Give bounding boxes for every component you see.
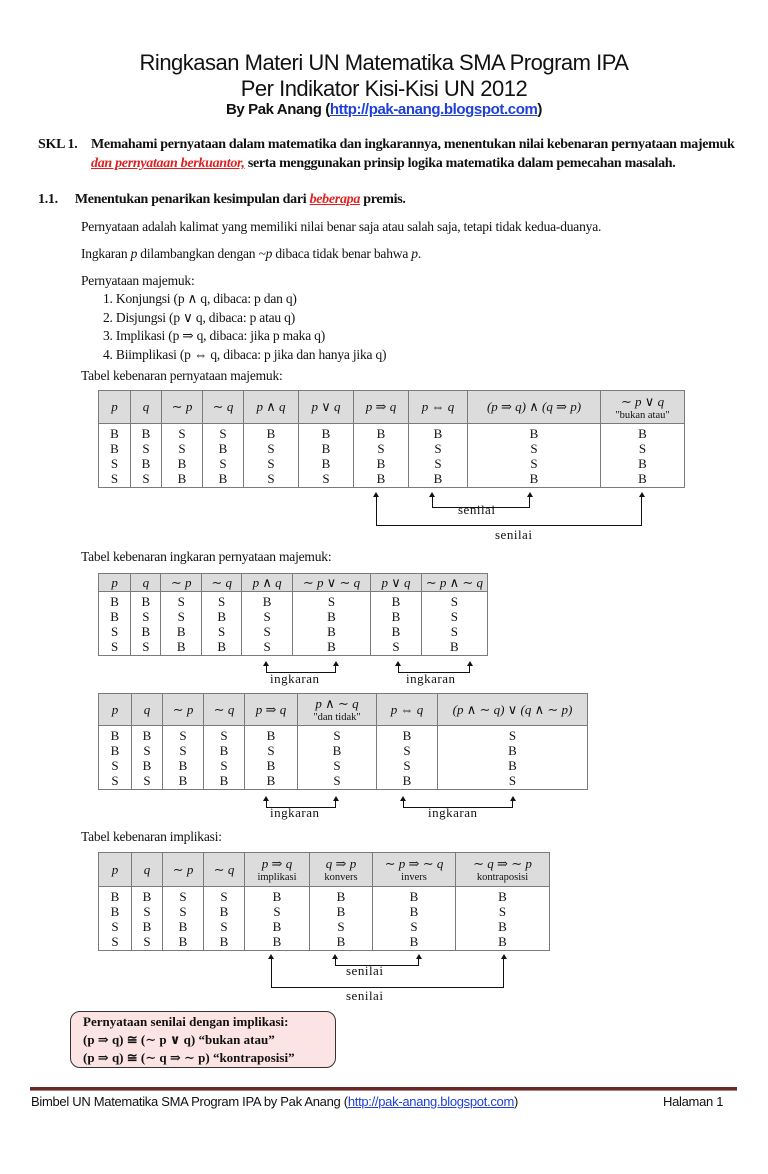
column-header: p xyxy=(99,391,131,424)
negation-text: . xyxy=(417,246,422,261)
section-number: 1.1. xyxy=(38,192,58,207)
cell: B xyxy=(245,758,298,773)
header-formula: p ⇒ q xyxy=(261,856,293,871)
cell: B xyxy=(204,904,245,919)
cell: B xyxy=(421,639,487,656)
cell: B xyxy=(354,456,409,471)
connector-label: ingkaran xyxy=(270,671,320,686)
table-row xyxy=(99,456,685,471)
column-header: q xyxy=(131,391,162,424)
cell: S xyxy=(131,609,161,624)
footer-prefix: Bimbel UN Matematika SMA Program IPA by Pak Anang ( xyxy=(31,1094,348,1109)
cell: B xyxy=(245,726,298,744)
table-row xyxy=(99,624,488,639)
cell: S xyxy=(99,934,132,951)
connector-label: ingkaran xyxy=(428,805,478,820)
column-header: p ⇔ q xyxy=(409,391,468,424)
skl-heading xyxy=(38,135,738,173)
cell: S xyxy=(242,609,292,624)
byline xyxy=(0,101,768,118)
list-item: 3. Implikasi (p ⇒ q, dibaca: jika p maka q) xyxy=(103,328,326,343)
cell: S xyxy=(298,773,377,790)
column-header xyxy=(245,853,310,887)
cell: B xyxy=(131,424,162,442)
cell: B xyxy=(161,624,201,639)
column-header xyxy=(298,694,377,726)
cell: S xyxy=(203,456,244,471)
footer-rule-thin xyxy=(30,1090,737,1091)
page-number: Halaman 1 xyxy=(663,1094,724,1109)
cell: S xyxy=(601,441,685,456)
blog-link[interactable]: http://pak-anang.blogspot.com xyxy=(329,101,538,118)
section-text-1: Menentukan penarikan kesimpulan dari xyxy=(74,192,310,207)
column-header: ∼ p ∧ ∼ q xyxy=(421,574,487,592)
cell: B xyxy=(371,592,421,610)
byline-prefix: By Pak Anang ( xyxy=(225,101,330,118)
cell: B xyxy=(242,592,292,610)
cell: B xyxy=(292,609,370,624)
column-header: p xyxy=(99,574,131,592)
cell: S xyxy=(468,441,601,456)
column-header xyxy=(456,853,550,887)
column-header: q xyxy=(132,694,163,726)
var-p: p xyxy=(411,246,418,261)
cell: B xyxy=(245,773,298,790)
cell: S xyxy=(163,743,204,758)
cell: B xyxy=(601,456,685,471)
cell: B xyxy=(438,743,588,758)
cell: S xyxy=(132,743,163,758)
cell: B xyxy=(204,934,245,951)
footer-suffix: ) xyxy=(514,1094,519,1109)
column-header: p ⇒ q xyxy=(245,694,298,726)
table-row xyxy=(99,904,550,919)
negation-text: dilambangkan dengan xyxy=(137,246,259,261)
skl-text-1: Memahami pernyataan dalam matematika dan ingkarannya, menentukan nilai kebenaran pernyataan majemuk xyxy=(91,137,735,152)
column-header: p ∨ q xyxy=(371,574,421,592)
column-header: p ∧ q xyxy=(242,574,292,592)
cell: S xyxy=(201,624,241,639)
cell: S xyxy=(204,887,245,905)
cell: B xyxy=(245,887,310,905)
header-formula: q ⇒ p xyxy=(325,856,357,871)
cell: S xyxy=(99,471,131,488)
footer-link[interactable]: http://pak-anang.blogspot.com xyxy=(347,1094,515,1109)
cell: S xyxy=(163,726,204,744)
cell: B xyxy=(163,934,204,951)
document-title-line1: Ringkasan Materi UN Matematika SMA Program IPA xyxy=(139,50,629,75)
column-header: ∼ p xyxy=(163,694,204,726)
header-note: implikasi xyxy=(257,872,297,883)
cell: B xyxy=(310,934,373,951)
connector-label: senilai xyxy=(346,963,384,978)
cell: S xyxy=(354,441,409,456)
compound-heading: Pernyataan majemuk: xyxy=(81,273,195,288)
cell: B xyxy=(310,887,373,905)
cell: S xyxy=(242,624,292,639)
cell: B xyxy=(99,609,131,624)
cell: B xyxy=(132,758,163,773)
column-header: ∼ q xyxy=(203,391,244,424)
cell: B xyxy=(131,456,162,471)
cell: S xyxy=(244,471,299,488)
cell: B xyxy=(456,934,550,951)
table-row xyxy=(99,639,488,656)
column-header: p xyxy=(99,694,132,726)
header-formula: p ∧ ∼ q xyxy=(315,696,359,711)
column-header: p ∨ q xyxy=(299,391,354,424)
header-note: "bukan atau" xyxy=(615,409,670,421)
cell: S xyxy=(131,471,162,488)
cell: B xyxy=(438,758,588,773)
cell: S xyxy=(99,639,131,656)
cell: S xyxy=(99,919,132,934)
cell: S xyxy=(204,726,245,744)
truth-table-negation-2 xyxy=(98,693,588,790)
cell: B xyxy=(292,639,370,656)
cell: S xyxy=(244,441,299,456)
var-not-p: ~p xyxy=(258,246,273,261)
cell: B xyxy=(244,424,299,442)
cell: S xyxy=(162,424,203,442)
senilai-arrow xyxy=(376,497,642,526)
column-header: p ⇒ q xyxy=(354,391,409,424)
list-item: 4. Biimplikasi (p ⇔ q, dibaca: p jika dan hanya jika q) xyxy=(103,346,387,362)
header-note: "dan tidak" xyxy=(313,712,361,723)
cell: B xyxy=(373,904,456,919)
section-text-2: premis. xyxy=(360,192,406,207)
cell: S xyxy=(421,609,487,624)
cell: B xyxy=(131,592,161,610)
connector-label: ingkaran xyxy=(406,671,456,686)
column-header: (p ⇒ q) ∧ (q ⇒ p) xyxy=(468,391,601,424)
list-item: 2. Disjungsi (p ∨ q, dibaca: p atau q) xyxy=(103,309,295,325)
cell: S xyxy=(299,471,354,488)
cell: B xyxy=(409,471,468,488)
cell: B xyxy=(371,609,421,624)
cell: B xyxy=(99,887,132,905)
cell: B xyxy=(601,424,685,442)
skl-text-2: serta menggunakan prinsip logika matematika dalam pemecahan masalah. xyxy=(244,156,676,171)
cell: B xyxy=(310,904,373,919)
cell: B xyxy=(373,887,456,905)
cell: S xyxy=(204,919,245,934)
header-note: kontraposisi xyxy=(476,872,529,883)
cell: B xyxy=(299,456,354,471)
cell: B xyxy=(99,726,132,744)
cell: B xyxy=(99,424,131,442)
table-row xyxy=(99,919,550,934)
cell: S xyxy=(161,592,201,610)
cell: B xyxy=(132,887,163,905)
cell: B xyxy=(456,887,550,905)
cell: S xyxy=(161,609,201,624)
connector-label: senilai xyxy=(346,988,384,1003)
cell: B xyxy=(468,471,601,488)
cell: S xyxy=(245,904,310,919)
cell: B xyxy=(354,424,409,442)
cell: B xyxy=(245,934,310,951)
column-header: q xyxy=(132,853,163,887)
skl-label: SKL 1. xyxy=(38,137,78,152)
cell: S xyxy=(131,441,162,456)
column-header: p xyxy=(99,853,132,887)
table-row xyxy=(99,773,588,790)
table-row xyxy=(99,758,588,773)
cell: S xyxy=(99,758,132,773)
cell: B xyxy=(245,919,310,934)
negation-text: dibaca tidak benar bahwa xyxy=(272,246,412,261)
column-header: ∼ q xyxy=(201,574,241,592)
connector-label: senilai xyxy=(458,502,496,517)
table-row xyxy=(99,424,685,442)
cell: S xyxy=(292,592,370,610)
cell: B xyxy=(409,424,468,442)
cell: S xyxy=(245,743,298,758)
cell: S xyxy=(310,919,373,934)
header-formula: ∼ p ∨ q xyxy=(620,393,665,409)
header-note: konvers xyxy=(324,872,358,883)
cell: B xyxy=(377,773,438,790)
table-row xyxy=(99,441,685,456)
column-header: p ∧ q xyxy=(244,391,299,424)
truth-table-negation xyxy=(98,573,488,656)
cell: B xyxy=(204,743,245,758)
cell: S xyxy=(244,456,299,471)
table-row xyxy=(99,609,488,624)
var-p: p xyxy=(130,246,138,261)
cell: S xyxy=(132,934,163,951)
cell: S xyxy=(409,456,468,471)
cell: B xyxy=(377,726,438,744)
cell: S xyxy=(99,456,131,471)
column-header xyxy=(373,853,456,887)
cell: B xyxy=(161,639,201,656)
column-header xyxy=(601,391,685,424)
compound-list xyxy=(103,290,386,364)
column-header: p ⇔ q xyxy=(377,694,438,726)
callout-line: (p ⇒ q) ≅ (∼ q ⇒ ∼ p) “kontraposisi” xyxy=(83,1050,295,1065)
cell: B xyxy=(299,424,354,442)
definition-paragraph: Pernyataan adalah kalimat yang memiliki nilai benar saja atau salah saja, tetapi tidak kedua-duanya. xyxy=(81,219,602,234)
cell: B xyxy=(163,773,204,790)
table-row xyxy=(99,743,588,758)
cell: S xyxy=(371,639,421,656)
cell: S xyxy=(132,904,163,919)
section-heading xyxy=(38,192,406,208)
section-red-emphasis: beberapa xyxy=(309,192,361,207)
column-header xyxy=(310,853,373,887)
cell: B xyxy=(601,471,685,488)
connector-label: senilai xyxy=(495,527,533,542)
cell: B xyxy=(371,624,421,639)
column-header: ∼ p xyxy=(162,391,203,424)
document-title-line2: Per Indikator Kisi-Kisi UN 2012 xyxy=(240,76,528,101)
cell: B xyxy=(292,624,370,639)
cell: S xyxy=(131,639,161,656)
cell: S xyxy=(132,773,163,790)
header-formula: ∼ q ⇒ ∼ p xyxy=(473,856,532,871)
table2-caption: Tabel kebenaran ingkaran pernyataan majemuk: xyxy=(81,549,332,564)
cell: S xyxy=(99,773,132,790)
cell: B xyxy=(132,726,163,744)
cell: B xyxy=(298,743,377,758)
cell: B xyxy=(163,919,204,934)
cell: S xyxy=(421,624,487,639)
equivalence-callout xyxy=(70,1011,336,1068)
column-header: ∼ q xyxy=(204,694,245,726)
cell: B xyxy=(99,743,132,758)
table-row xyxy=(99,934,550,951)
cell: B xyxy=(162,471,203,488)
footer-text xyxy=(31,1094,518,1109)
negation-paragraph xyxy=(81,246,421,262)
byline-suffix: ) xyxy=(537,101,543,118)
cell: B xyxy=(204,773,245,790)
cell: B xyxy=(99,441,131,456)
cell: S xyxy=(163,887,204,905)
cell: S xyxy=(377,758,438,773)
list-item: 1. Konjungsi (p ∧ q, dibaca: p dan q) xyxy=(103,291,297,306)
table-row xyxy=(99,471,685,488)
cell: S xyxy=(201,592,241,610)
cell: B xyxy=(132,919,163,934)
cell: S xyxy=(204,758,245,773)
cell: S xyxy=(242,639,292,656)
cell: S xyxy=(377,743,438,758)
cell: B xyxy=(99,904,132,919)
cell: S xyxy=(163,904,204,919)
connector-label: ingkaran xyxy=(270,805,320,820)
table-row xyxy=(99,592,488,610)
cell: B xyxy=(299,441,354,456)
cell: S xyxy=(162,441,203,456)
column-header: ∼ q xyxy=(204,853,245,887)
column-header: ∼ p ∨ ∼ q xyxy=(292,574,370,592)
cell: B xyxy=(468,424,601,442)
table1-caption: Tabel kebenaran pernyataan majemuk: xyxy=(81,368,283,383)
table-row xyxy=(99,887,550,905)
column-header: q xyxy=(131,574,161,592)
cell: S xyxy=(456,904,550,919)
cell: B xyxy=(162,456,203,471)
cell: S xyxy=(409,441,468,456)
header-formula: ∼ p ⇒ ∼ q xyxy=(384,856,444,871)
cell: B xyxy=(354,471,409,488)
cell: B xyxy=(373,934,456,951)
cell: B xyxy=(99,592,131,610)
cell: B xyxy=(456,919,550,934)
column-header: ∼ p xyxy=(163,853,204,887)
table-row xyxy=(99,726,588,744)
cell: S xyxy=(99,624,131,639)
cell: S xyxy=(203,424,244,442)
cell: B xyxy=(201,639,241,656)
callout-line: (p ⇒ q) ≅ (∼ p ∨ q) “bukan atau” xyxy=(83,1032,275,1047)
cell: S xyxy=(438,726,588,744)
column-header: (p ∧ ∼ q) ∨ (q ∧ ∼ p) xyxy=(438,694,588,726)
cell: S xyxy=(468,456,601,471)
cell: S xyxy=(438,773,588,790)
cell: B xyxy=(203,441,244,456)
cell: B xyxy=(163,758,204,773)
cell: S xyxy=(421,592,487,610)
column-header: ∼ p xyxy=(161,574,201,592)
cell: B xyxy=(131,624,161,639)
cell: S xyxy=(298,726,377,744)
truth-table-compound xyxy=(98,390,685,488)
senilai-arrow xyxy=(271,959,504,988)
callout-title: Pernyataan senilai dengan implikasi: xyxy=(83,1014,289,1029)
cell: B xyxy=(201,609,241,624)
cell: B xyxy=(203,471,244,488)
truth-table-implication xyxy=(98,852,550,951)
negation-text: Ingkaran xyxy=(81,246,131,261)
cell: S xyxy=(373,919,456,934)
skl-red-emphasis: dan pernyataan berkuantor, xyxy=(91,156,245,171)
table4-caption: Tabel kebenaran implikasi: xyxy=(81,829,222,844)
header-note: invers xyxy=(401,872,427,883)
cell: S xyxy=(298,758,377,773)
